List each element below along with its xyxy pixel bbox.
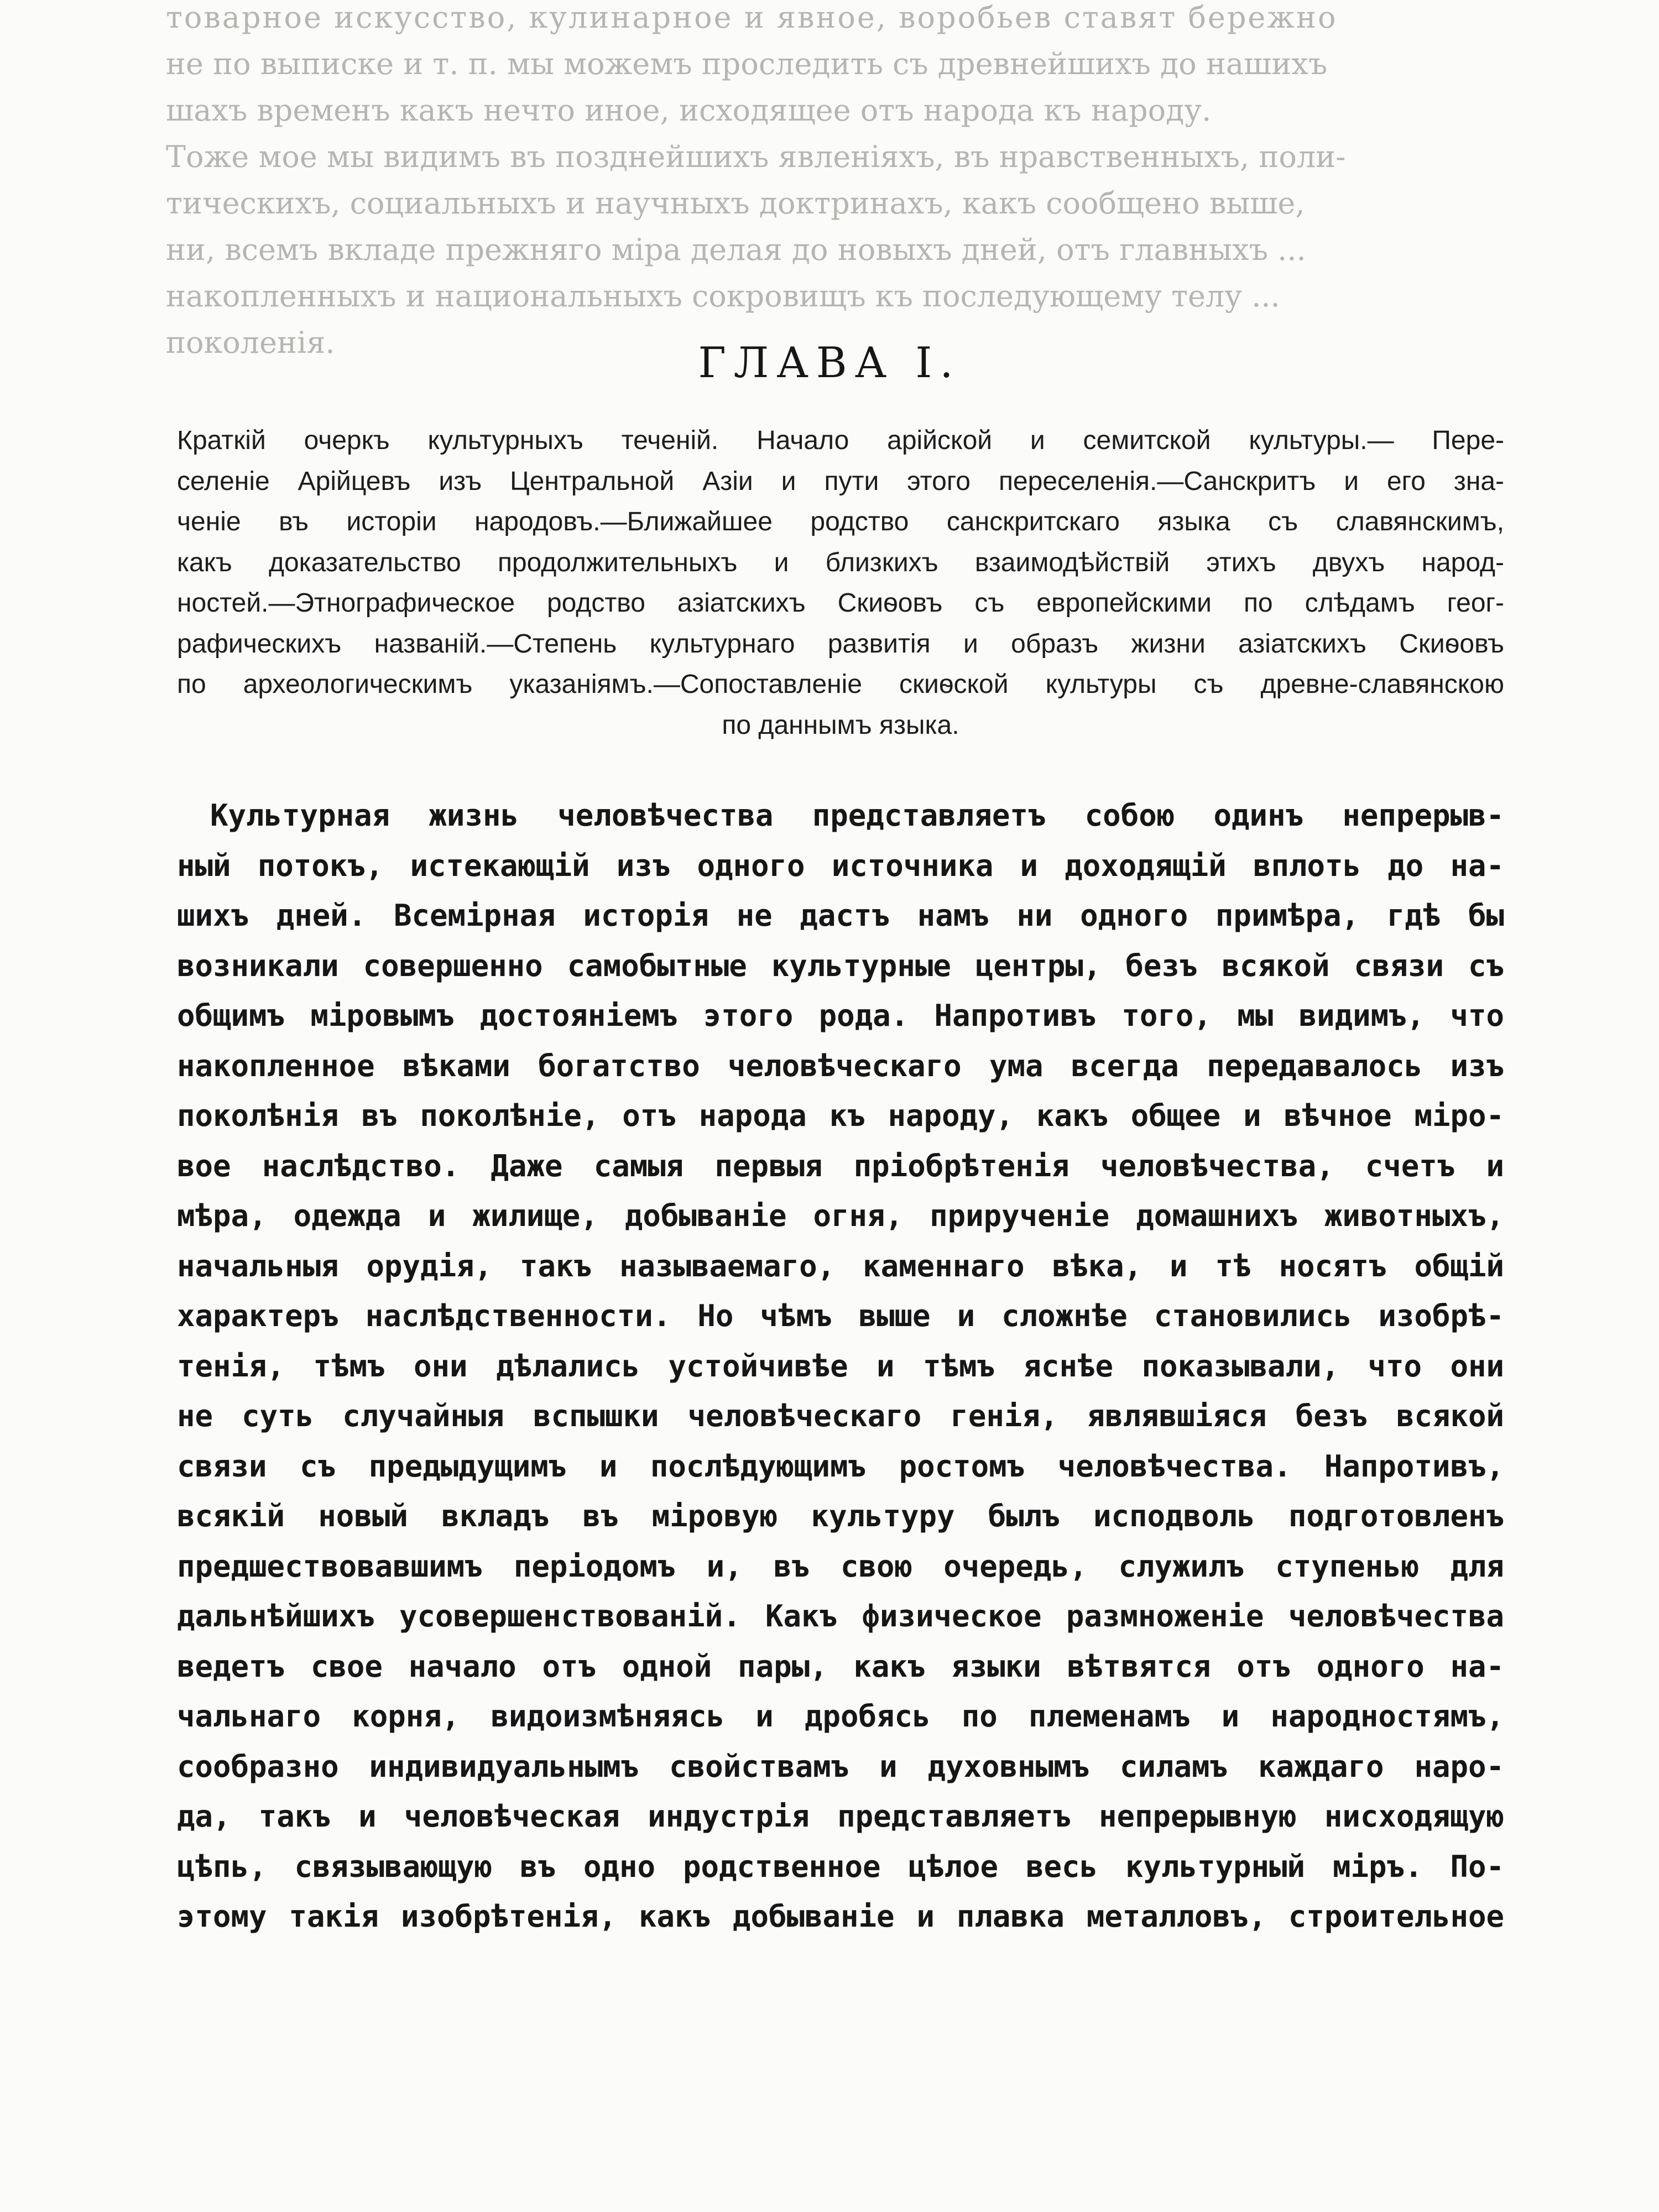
- body-line: характеръ наслѣдственности. Но чѣмъ выше и сложнѣе становились изобрѣ-: [177, 1298, 1504, 1333]
- body-line: вое наслѣдство. Даже самыя первыя прiобрѣтенiя человѣчества, счетъ и: [177, 1148, 1504, 1183]
- chapter-summary: [177, 420, 1504, 745]
- summary-line: какъ доказательство продолжительныхъ и близкихъ взаимодѣйствiй этихъ двухъ народ-: [177, 547, 1504, 577]
- body-line: не суть случайныя вспышки человѣческаго генiя, являвшiяся безъ всякой: [177, 1399, 1504, 1433]
- body-line: да, такъ и человѣческая индустрiя представляетъ непрерывную нисходящую: [177, 1799, 1504, 1834]
- body-line: Культурная жизнь человѣчества представляетъ собою одинъ непрерыв-: [210, 798, 1504, 833]
- summary-line: Краткiй очеркъ культурныхъ теченiй. Начало арiйской и семитской культуры.— Пере-: [177, 426, 1504, 455]
- bleed-through-text: [166, 0, 1504, 366]
- body-line: ный потокъ, истекающiй изъ одного источника и доходящiй вплоть до на-: [177, 848, 1504, 883]
- body-line: этому такiя изобрѣтенiя, какъ добыванiе и плавка металловъ, строительное: [177, 1899, 1504, 1934]
- bleed-line: ни, всемъ вкладе прежняго мiра делая до новыхъ дней, отъ главныхъ ...: [166, 232, 1306, 267]
- bleed-line: накопленныхъ и национальныхъ сокровищъ къ последующему телу ...: [166, 279, 1280, 314]
- body-line: общимъ мiровымъ достоянiемъ этого рода. Напротивъ того, мы видимъ, что: [177, 998, 1504, 1033]
- body-line: мѣра, одежда и жилище, добыванiе огня, прирученiе домашнихъ животныхъ,: [177, 1198, 1504, 1233]
- summary-line: селенiе Арiйцевъ изъ Центральной Азiи и пути этого переселенiя.—Санскритъ и его зна-: [177, 466, 1504, 496]
- summary-line: рафическихъ названiй.—Степень культурнаго развитiя и образъ жизни азiатскихъ Скиѳовъ: [177, 629, 1504, 659]
- bleed-line: поколенiя.: [166, 325, 335, 360]
- body-line: возникали совершенно самобытные культурные центры, безъ всякой связи съ: [177, 948, 1504, 983]
- body-line: всякiй новый вкладъ въ мiровую культуру былъ исподволь подготовленъ: [177, 1499, 1504, 1533]
- body-paragraph: [177, 791, 1504, 1942]
- summary-line: по даннымъ языка.: [722, 710, 959, 740]
- body-line: чальнаго корня, видоизмѣняясь и дробясь по племенамъ и народностямъ,: [177, 1699, 1504, 1734]
- bleed-line: Тоже мое мы видимъ въ позднейшихъ явленiяхъ, въ нравственныхъ, поли-: [166, 139, 1346, 174]
- bleed-line: товарное искусство, кулинарное и явное, воробьев ставят бережно: [166, 0, 1338, 35]
- body-line: сообразно индивидуальнымъ свойствамъ и духовнымъ силамъ каждаго наро-: [177, 1749, 1504, 1784]
- body-line: дальнѣйшихъ усовершенствованiй. Какъ физическое размноженiе человѣчества: [177, 1599, 1504, 1634]
- summary-line: ностей.—Этнографическое родство азiатскихъ Скиѳовъ съ европейскими по слѣдамъ геог-: [177, 588, 1504, 618]
- body-line: цѣпь, связывающую въ одно родственное цѣлое весь культурный мiръ. По-: [177, 1849, 1504, 1884]
- summary-line: ченiе въ исторiи народовъ.—Ближайшее родство санскритскаго языка съ славянскимъ,: [177, 507, 1504, 536]
- body-line: шихъ дней. Всемiрная исторiя не дастъ намъ ни одного примѣра, гдѣ бы: [177, 898, 1504, 933]
- body-line: начальныя орудiя, такъ называемаго, каменнаго вѣка, и тѣ носятъ общiй: [177, 1248, 1504, 1284]
- bleed-line: тическихъ, социальныхъ и научныхъ доктринахъ, какъ сообщено выше,: [166, 186, 1305, 221]
- chapter-title: ГЛАВА I.: [698, 337, 961, 387]
- body-line: поколѣнiя въ поколѣнiе, отъ народа къ народу, какъ общее и вѣчное мiро-: [177, 1098, 1504, 1133]
- body-line: связи съ предыдущимъ и послѣдующимъ ростомъ человѣчества. Напротивъ,: [177, 1448, 1504, 1484]
- bleed-line: шахъ временъ какъ нечто иное, исходящее отъ народа къ народу.: [166, 93, 1212, 128]
- body-line: накопленное вѣками богатство человѣческаго ума всегда передавалось изъ: [177, 1048, 1504, 1083]
- body-line: тенiя, тѣмъ они дѣлались устойчивѣе и тѣмъ яснѣе показывали, что они: [177, 1348, 1504, 1384]
- summary-line: по археологическимъ указанiямъ.—Сопоставленiе скиѳской культуры съ древне-славянскою: [177, 670, 1504, 699]
- body-line: ведетъ свое начало отъ одной пары, какъ языки вѣтвятся отъ одного на-: [177, 1648, 1504, 1684]
- body-line: предшествовавшимъ перiодомъ и, въ свою очередь, служилъ ступенью для: [177, 1548, 1504, 1584]
- bleed-line: не по выписке и т. п. мы можемъ проследить съ древнейшихъ до нашихъ: [166, 46, 1328, 81]
